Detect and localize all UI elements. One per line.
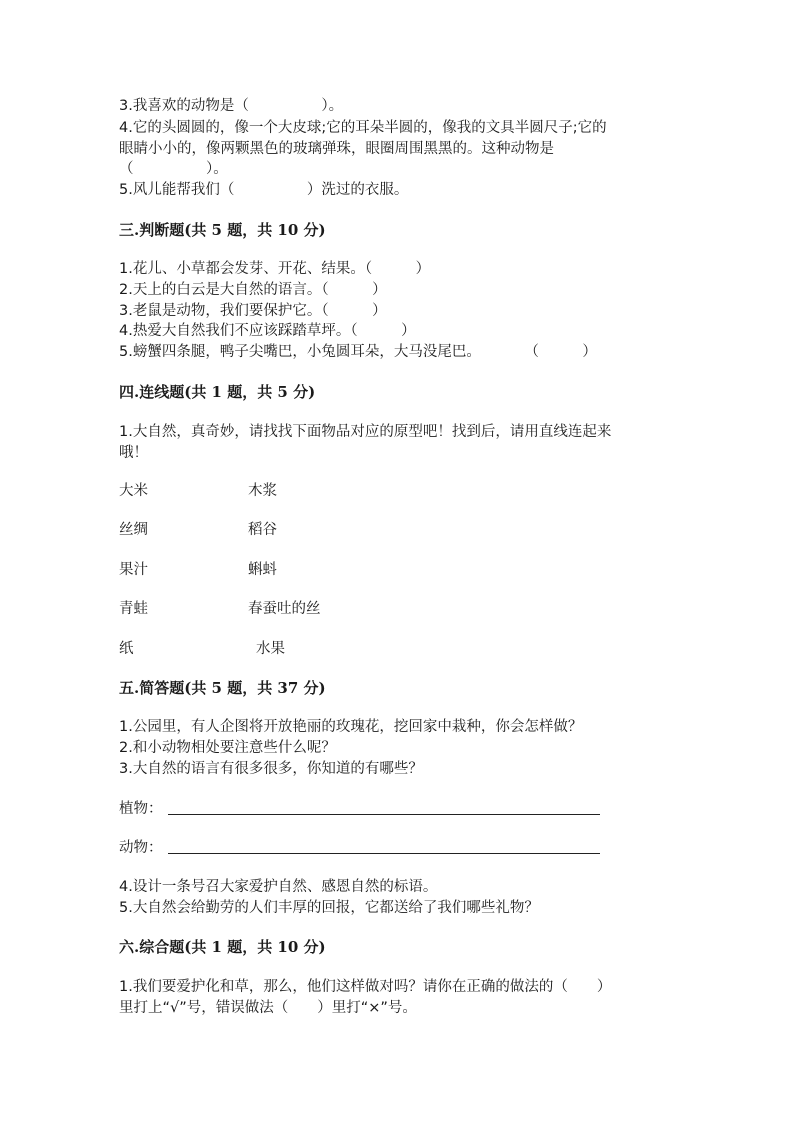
comprehensive-question-line2: 里打上“√”号，错误做法（ ）里打“×”号。 <box>119 1000 417 1016</box>
match-right-item: 木浆 <box>248 483 277 499</box>
match-left-item: 大米 <box>119 483 148 499</box>
question-2-5: 5.风儿能帮我们（ ）洗过的衣服。 <box>119 182 409 198</box>
judge-item: 3.老鼠是动物，我们要保护它。（ ） <box>119 303 387 319</box>
question-2-3: 3.我喜欢的动物是（ ）。 <box>119 98 344 114</box>
section-6-heading: 六.综合题(共 1 题，共 10 分) <box>119 938 326 956</box>
section-5-heading: 五.简答题(共 5 题，共 37 分) <box>119 679 326 697</box>
plant-label: 植物： <box>119 801 163 817</box>
judge-item: 2.天上的白云是大自然的语言。（ ） <box>119 282 387 298</box>
match-right-item: 水果 <box>256 641 285 657</box>
short-answer-4: 4.设计一条号召大家爱护自然、感恩自然的标语。 <box>119 879 438 895</box>
section-3-heading: 三.判断题(共 5 题，共 10 分) <box>119 221 326 239</box>
animal-answer-line[interactable] <box>168 853 600 854</box>
matching-question-line2: 哦！ <box>119 445 148 461</box>
match-left-item: 果汁 <box>119 562 148 578</box>
comprehensive-question-line1: 1.我们要爱护化和草，那么，他们这样做对吗？请你在正确的做法的（ ） <box>119 979 612 995</box>
match-left-item: 丝绸 <box>119 522 148 538</box>
question-2-4-line3: （ ）。 <box>119 161 228 177</box>
match-left-item: 青蛙 <box>119 601 148 617</box>
short-answer-2: 2.和小动物相处要注意些什么呢？ <box>119 740 336 756</box>
animal-label: 动物： <box>119 840 163 856</box>
match-right-item: 蝌蚪 <box>248 562 277 578</box>
question-2-4-line2: 眼睛小小的，像两颗黑色的玻璃弹珠，眼圈周围黑黑的。这种动物是 <box>119 141 554 157</box>
short-answer-5: 5.大自然会给勤劳的人们丰厚的回报，它都送给了我们哪些礼物？ <box>119 900 539 916</box>
judge-item: 5.螃蟹四条腿，鸭子尖嘴巴，小兔圆耳朵，大马没尾巴。 （ ） <box>119 344 597 360</box>
section-4-heading: 四.连线题(共 1 题，共 5 分) <box>119 383 316 401</box>
match-left-item: 纸 <box>119 641 134 657</box>
judge-item: 4.热爱大自然我们不应该踩踏草坪。（ ） <box>119 323 416 339</box>
question-2-4-line1: 4.它的头圆圆的，像一个大皮球;它的耳朵半圆的，像我的文具半圆尺子;它的 <box>119 120 607 136</box>
matching-question-line1: 1.大自然，真奇妙，请找找下面物品对应的原型吧！找到后，请用直线连起来 <box>119 424 612 440</box>
short-answer-1: 1.公园里，有人企图将开放艳丽的玫瑰花，挖回家中栽种，你会怎样做？ <box>119 719 583 735</box>
short-answer-3: 3.大自然的语言有很多很多，你知道的有哪些？ <box>119 761 423 777</box>
match-right-item: 春蚕吐的丝 <box>248 601 321 617</box>
plant-answer-line[interactable] <box>168 814 600 815</box>
match-right-item: 稻谷 <box>248 522 277 538</box>
judge-item: 1.花儿、小草都会发芽、开花、结果。（ ） <box>119 261 431 277</box>
